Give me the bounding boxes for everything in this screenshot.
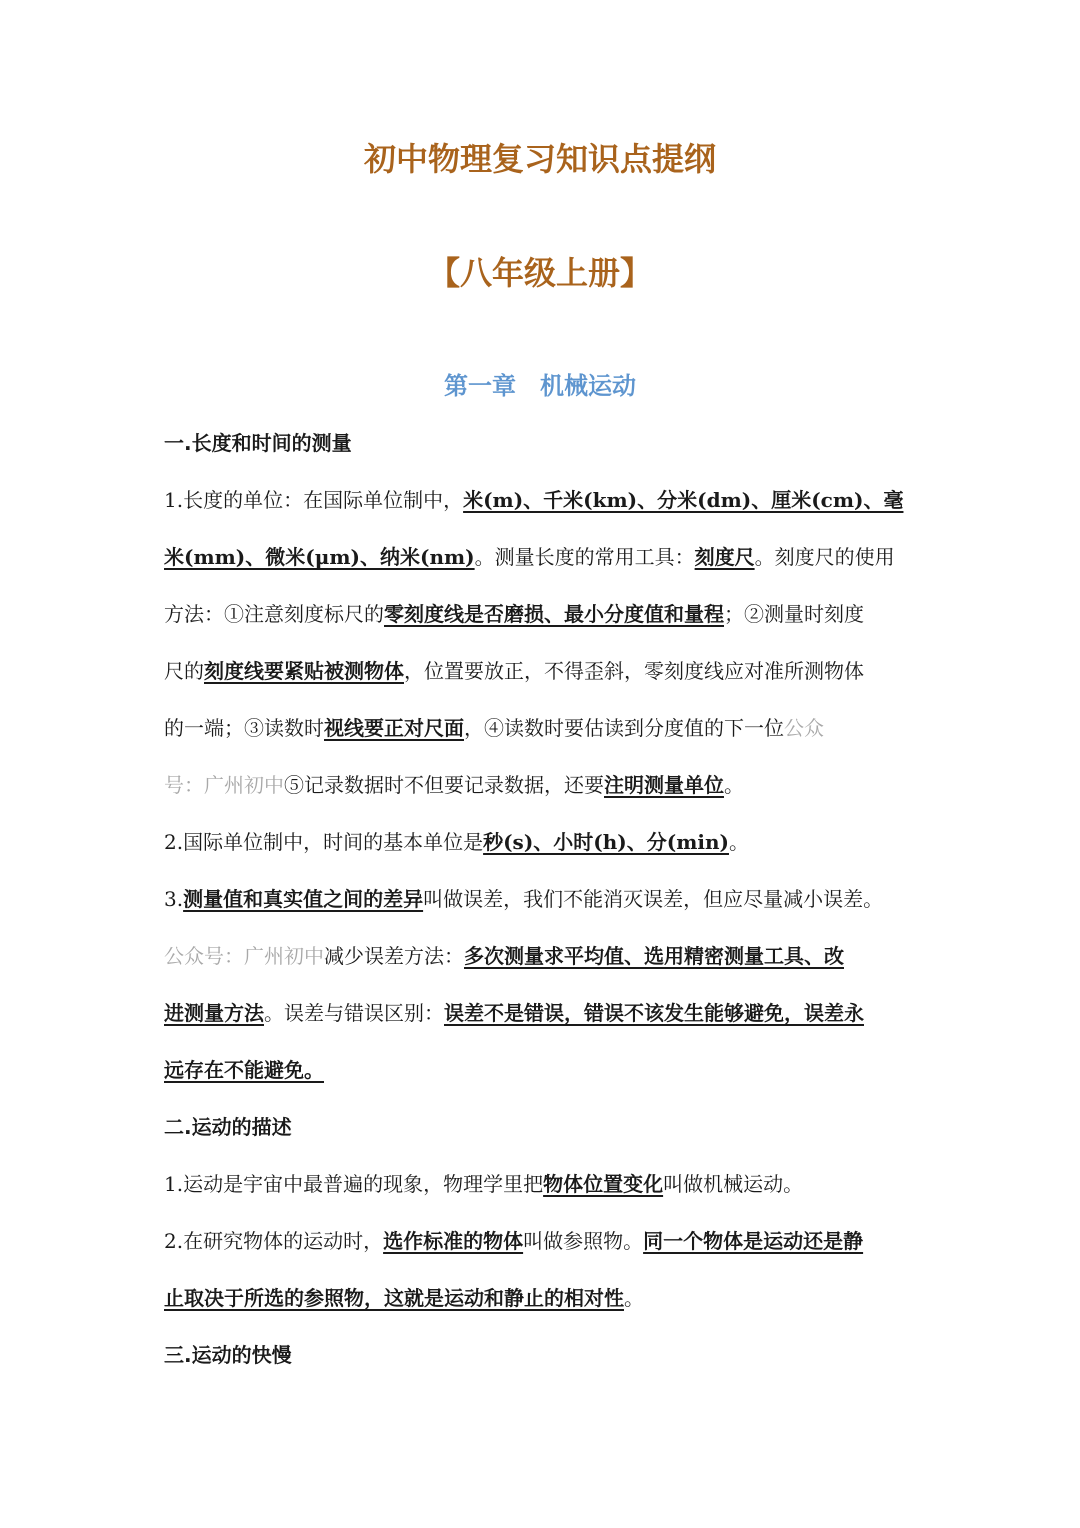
key-term: 米(mm)、微米(μm)、纳米(nm) bbox=[164, 545, 475, 569]
key-term: 止取决于所选的参照物，这就是运动和静止的相对性 bbox=[164, 1286, 624, 1310]
paragraph-line bbox=[164, 1042, 924, 1099]
watermark-text: 公众 bbox=[784, 716, 824, 740]
paragraph-line: 止取决于所选的参照物，这就是运动和静止的相对性。 bbox=[164, 1286, 644, 1310]
key-term: 多次测量求平均值、选用精密测量工具、改 bbox=[464, 944, 844, 968]
section-heading-1: 一.长度和时间的测量 bbox=[164, 431, 352, 455]
section-heading-2: 二.运动的描述 bbox=[164, 1115, 292, 1139]
document-body bbox=[164, 415, 924, 1384]
paragraph-line: 2.国际单位制中，时间的基本单位是秒(s)、小时(h)、分(min)。 bbox=[164, 830, 749, 854]
key-term: 进测量方法 bbox=[164, 1001, 264, 1025]
key-term: 测量值和真实值之间的差异 bbox=[183, 887, 424, 911]
key-term: 米(m)、千米(km)、分米(dm)、厘米(cm)、毫 bbox=[463, 488, 904, 512]
key-term: 物体位置变化 bbox=[543, 1172, 664, 1196]
paragraph-line: 进测量方法。误差与错误区别：误差不是错误，错误不该发生能够避免，误差永 bbox=[164, 1001, 864, 1025]
key-term: 注明测量单位 bbox=[604, 773, 724, 797]
paragraph-line: 号：广州初中⑤记录数据时不但要记录数据，还要注明测量单位。 bbox=[164, 773, 744, 797]
paragraph-line: 1.长度的单位：在国际单位制中，米(m)、千米(km)、分米(dm)、厘米(cm)、毫 bbox=[164, 488, 904, 512]
key-term: 远存在不能避免。 bbox=[164, 1058, 324, 1082]
section-heading-3: 三.运动的快慢 bbox=[164, 1343, 292, 1367]
document-title: 初中物理复习知识点提纲 bbox=[363, 140, 716, 178]
key-term: 同一个物体是运动还是静 bbox=[643, 1229, 864, 1253]
chapter-heading: 第一章 机械运动 bbox=[444, 372, 636, 400]
paragraph-line: 3.测量值和真实值之间的差异叫做误差，我们不能消灭误差，但应尽量减小误差。 bbox=[164, 887, 884, 911]
paragraph-line: 尺的刻度线要紧贴被测物体，位置要放正，不得歪斜，零刻度线应对准所测物体 bbox=[164, 659, 864, 683]
key-term: 视线要正对尺面 bbox=[324, 716, 464, 740]
key-term: 刻度尺 bbox=[694, 545, 755, 569]
grade-subtitle: 【八年级上册】 bbox=[427, 254, 652, 292]
key-term: 秒(s)、小时(h)、分(min) bbox=[483, 830, 729, 854]
paragraph-line: 方法：①注意刻度标尺的零刻度线是否磨损、最小分度值和量程；②测量时刻度 bbox=[164, 602, 864, 626]
key-term: 刻度线要紧贴被测物体 bbox=[204, 659, 404, 683]
watermark-text: 号：广州初中 bbox=[164, 773, 284, 797]
watermark-text: 公众号：广州初中 bbox=[164, 944, 324, 968]
key-term: 选作标准的物体 bbox=[383, 1229, 524, 1253]
key-term: 误差不是错误，错误不该发生能够避免，误差永 bbox=[444, 1001, 864, 1025]
paragraph-line: 1.运动是宇宙中最普遍的现象，物理学里把物体位置变化叫做机械运动。 bbox=[164, 1172, 804, 1196]
paragraph-line: 的一端；③读数时视线要正对尺面，④读数时要估读到分度值的下一位公众 bbox=[164, 716, 824, 740]
paragraph-line: 米(mm)、微米(μm)、纳米(nm)。测量长度的常用工具：刻度尺。刻度尺的使用 bbox=[164, 545, 895, 569]
paragraph-line: 公众号：广州初中减少误差方法：多次测量求平均值、选用精密测量工具、改 bbox=[164, 944, 844, 968]
paragraph-line: 2.在研究物体的运动时，选作标准的物体叫做参照物。同一个物体是运动还是静 bbox=[164, 1229, 864, 1253]
key-term: 零刻度线是否磨损、最小分度值和量程 bbox=[384, 602, 724, 626]
